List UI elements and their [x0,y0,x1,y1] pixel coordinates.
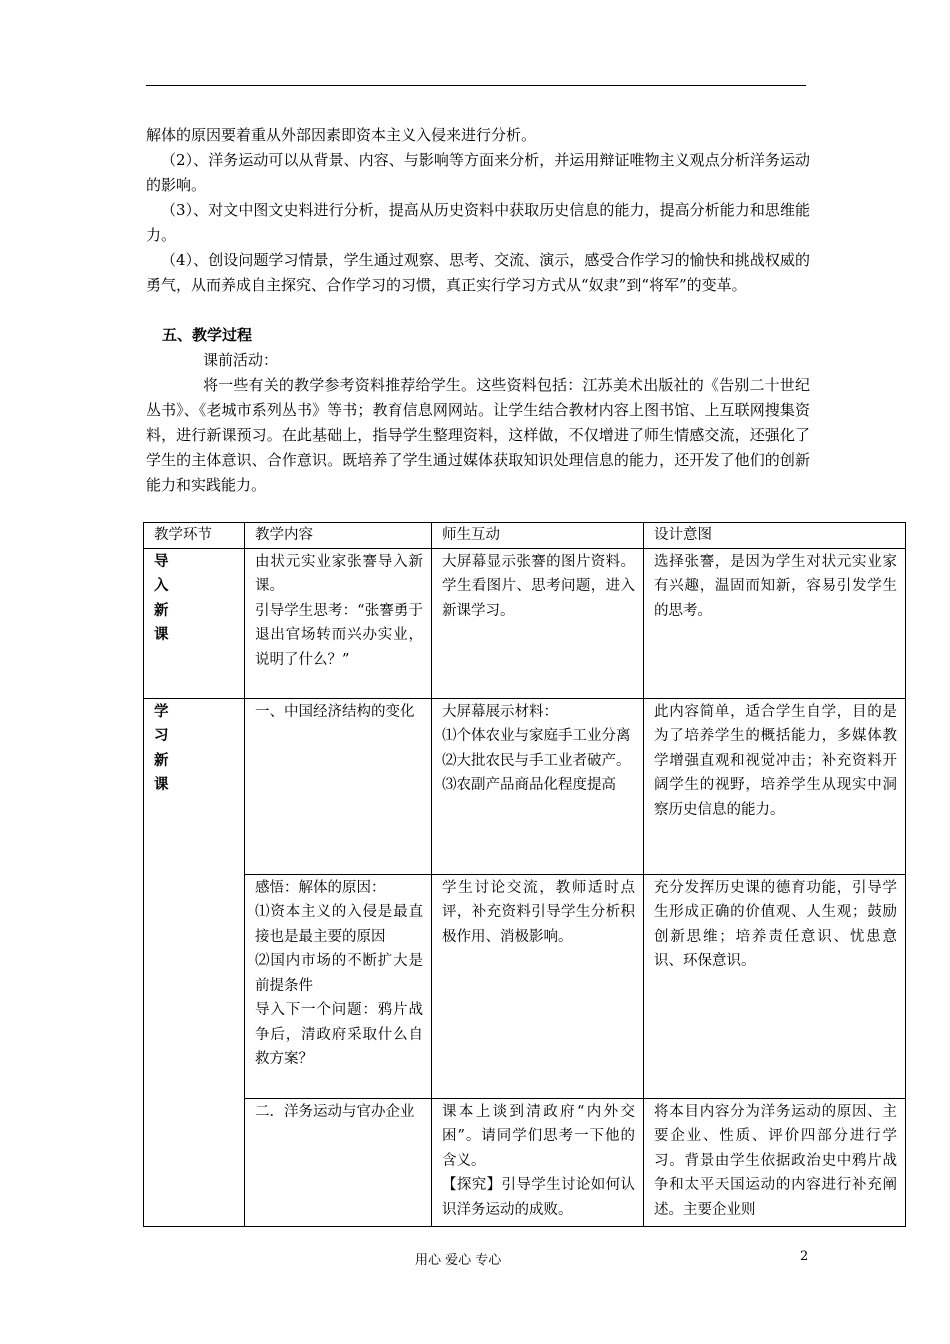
content-line: 引导学生思考：“张謇勇于退出官场转而兴办实业，说明了什么？” [255,602,423,668]
paragraph-2: （2）、洋务运动可以从背景、内容、与影响等方面来分析，并运用辩证唯物主义观点分析洋务运动的影响。 [146,151,810,194]
paragraph-1: 解体的原因要着重从外部因素即资本主义入侵来进行分析。 [146,126,537,144]
table-row [144,1098,906,1227]
interaction-cell [432,698,644,874]
interaction-line: ⑵大批农民与手工业者破产。 [442,752,631,769]
header-stage: 教学环节 [144,523,245,549]
interaction-line: 【探究】引导学生讨论如何认识洋务运动的成败。 [442,1177,635,1218]
content-line: 导入下一个问题：鸦片战争后，清政府采取什么自救方案？ [255,1002,423,1067]
table-header-row [144,523,906,549]
intent-cell: 此内容简单，适合学生自学，目的是为了培养学生的概括能力，多媒体教学增强直观和视觉冲击；补充资料开阔学生的视野，培养学生从现实中洞察历史信息的能力。 [644,698,906,874]
interaction-line: 课本上谈到清政府“内外交困”。请同学们思考一下他的含义。 [442,1103,635,1169]
content-line: 由状元实业家张謇导入新课。 [255,553,423,594]
section-heading: 五、教学过程 [162,326,253,344]
header-interaction: 师生互动 [432,523,644,549]
content-cell [245,548,432,698]
intent-cell: 充分发挥历史课的德育功能，引导学生形成正确的价值观、人生观；鼓励创新思维；培养责任意识、忧患意识、环保意识。 [644,874,906,1098]
pre-class-label: 课前活动： [203,351,279,369]
interaction-line: 大屏幕展示材料： [442,703,558,720]
intent-cell: 选择张謇，是因为学生对状元实业家有兴趣，温固而知新，容易引发学生的思考。 [644,548,906,698]
interaction-line: ⑶农副产品商品化程度提高 [442,777,616,793]
interaction-cell: 大屏幕显示张謇的图片资料。学生看图片、思考问题，进入新课学习。 [432,548,644,698]
footer-motto: 用心 爱心 专心 [415,1253,502,1268]
content-line: ⑴资本主义的入侵是最直接也是最主要的原因 [255,904,423,945]
interaction-cell [432,1098,644,1227]
stage-intro-label: 导入新课 [154,553,169,643]
interaction-cell: 学生讨论交流，教师适时点评，补充资料引导学生分析积极作用、消极影响。 [432,874,644,1098]
paragraph-4: （4）、创设问题学习情景，学生通过观察、思考、交流、演示，感受合作学习的愉快和挑战权威的勇气，从而养成自主探究、合作学习的习惯，真正实行学习方式从“奴隶”到“将军”的变革。 [146,251,810,294]
stage-cell [144,548,245,698]
intent-cell: 将本目内容分为洋务运动的原因、主要企业、性质、评价四部分进行学习。背景由学生依据政治史中鸦片战争和太平天国运动的内容进行补充阐述。主要企业则 [644,1098,906,1227]
table-row [144,698,906,874]
content-line: ⑵国内市场的不断扩大是前提条件 [255,953,423,994]
content-cell [245,874,432,1098]
paragraph-3: （3）、对文中图文史料进行分析，提高从历史资料中获取历史信息的能力，提高分析能力和思维能力。 [146,201,810,244]
content-cell: 二．洋务运动与官办企业 [245,1098,432,1227]
interaction-line: ⑴个体农业与家庭手工业分离 [442,728,631,744]
lesson-plan-table [143,522,906,1227]
pre-class-text: 将一些有关的教学参考资料推荐给学生。这些资料包括：江苏美术出版社的《告别二十世纪丛书》、《老城市系列丛书》等书；教育信息网网站。让学生结合教材内容上图书馆、上互联网搜集资料，进行新课预习。在此基础上，指导学生整理资料，这样做，不仅增进了师生情感交流，还强化了学生的主体意识、合作意识。既培养了学生通过媒体获取知识处理信息的能力，还开发了他们的创新能力和实践能力。 [146,376,810,494]
page-number: 2 [800,1249,809,1264]
stage-learn-label: 学习新课 [154,703,169,793]
table-row [144,548,906,698]
content-line: 感悟：解体的原因： [255,879,386,896]
header-content: 教学内容 [245,523,432,549]
stage-cell [144,698,245,1227]
header-intent: 设计意图 [644,523,906,549]
header-rule [146,85,806,86]
content-cell: 一、中国经济结构的变化 [245,698,432,874]
table-row [144,874,906,1098]
